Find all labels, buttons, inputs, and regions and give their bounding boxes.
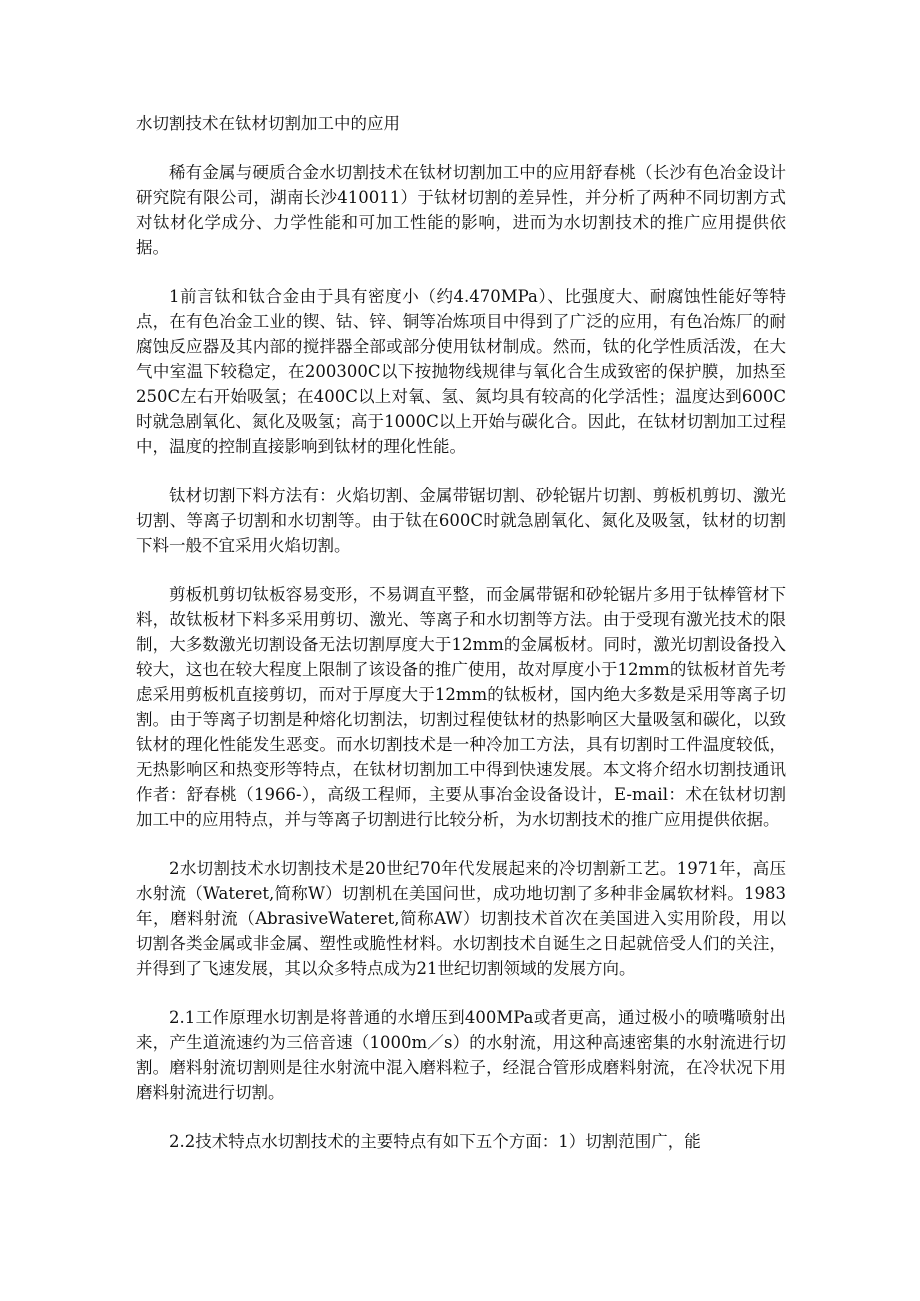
paragraph-shearing-comparison: 剪板机剪切钛板容易变形，不易调直平整，而金属带锯和砂轮锯片多用于钛棒管材下料，故钛板材下料多采用剪切、激光、等离子和水切割等方法。由于受现有激光技术的限制，大多数激光切割设备无法切割厚度大于12mm的金属板材。同时，激光切割设备投入较大，这也在较大程度上限制了该设备的推广使用，故对厚度小于12mm的钛板材首先考虑采用剪板机直接剪切，而对于厚度大于12mm的钛板材，国内绝大多数是采用等离子切割。由于等离子切割是种熔化切割法，切割过程使钛材的热影响区大量吸氢和碳化，以致钛材的理化性能发生恶变。而水切割技术是一种冷加工方法，具有切割时工件温度较低，无热影响区和热变形等特点，在钛材切割加工中得到快速发展。本文将介绍水切割技通讯作者：舒春桃（1966-），高级工程师，主要从事冶金设备设计，E-mail：术在钛材切割加工中的应用特点，并与等离子切割进行比较分析，为水切割技术的推广应用提供依据。 bbox=[136, 585, 786, 829]
document-title: 水切割技术在钛材切割加工中的应用 bbox=[136, 114, 400, 133]
paragraph-introduction: 1前言钛和钛合金由于具有密度小（约4.470MPa）、比强度大、耐腐蚀性能好等特点，在有色冶金工业的锲、钴、锌、铜等冶炼项目中得到了广泛的应用，有色冶炼厂的耐腐蚀反应器及其内部的搅拌器全部或部分使用钛材制成。然而，钛的化学性质活泼，在大气中室温下较稳定，在200300C以下按抛物线规律与氧化合生成致密的保护膜，加热至250C左右开始吸氢；在400C以上对氧、氢、氮均具有较高的化学活性；温度达到600C时就急剧氧化、氮化及吸氢；高于1000C以上开始与碳化合。因此，在钛材切割加工过程中，温度的控制直接影响到钛材的理化性能。 bbox=[136, 287, 786, 456]
paragraph-waterjet-technology: 2水切割技术水切割技术是20世纪70年代发展起来的冷切割新工艺。1971年，高压水射流（Wateret,简称W）切割机在美国问世，成功地切割了多种非金属软材料。1983年，磨料射流（AbrasiveWateret,简称AW）切割技术首次在美国进入实用阶段，用以切割各类金属或非金属、塑性或脆性材料。水切割技术自诞生之日起就倍受人们的关注，并得到了飞速发展，其以众多特点成为21世纪切割领域的发展方向。 bbox=[136, 859, 786, 978]
paragraph-technical-features: 2.2技术特点水切割技术的主要特点有如下五个方面：1）切割范围广，能 bbox=[169, 1132, 701, 1151]
document-page bbox=[136, 104, 786, 1154]
paragraph-abstract: 稀有金属与硬质合金水切割技术在钛材切割加工中的应用舒春桃（长沙有色冶金设计研究院有限公司，湖南长沙410011）于钛材切割的差异性，并分析了两种不同切割方式对钛材化学成分、力学性能和可加工性能的影响，进而为水切割技术的推广应用提供依据。 bbox=[136, 163, 786, 257]
paragraph-working-principle: 2.1工作原理水切割是将普通的水增压到400MPa或者更高，通过极小的喷嘴喷射出来，产生道流速约为三倍音速（1000m／s）的水射流，用这种高速密集的水射流进行切割。磨料射流切割则是往水射流中混入磨料粒子，经混合管形成磨料射流，在冷状况下用磨料射流进行切割。 bbox=[136, 1008, 786, 1102]
paragraph-cutting-methods: 钛材切割下料方法有：火焰切割、金属带锯切割、砂轮锯片切割、剪板机剪切、激光切割、等离子切割和水切割等。由于钛在600C时就急剧氧化、氮化及吸氢，钛材的切割下料一般不宜采用火焰切割。 bbox=[136, 486, 786, 555]
